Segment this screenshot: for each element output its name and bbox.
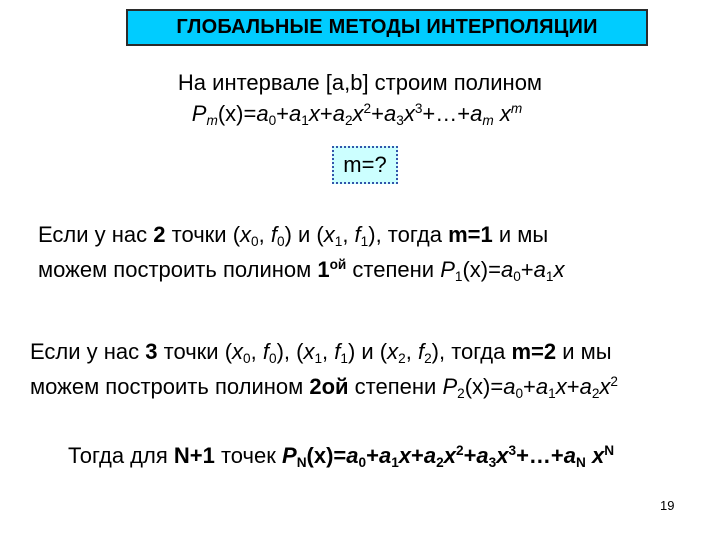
three-points-line-1: Если у нас 3 точки ($x_0$, $f_0$), ($x_1$, $f_1$) и ($x_2$, $f_2$), тогда m=2 и мы bbox=[30, 339, 612, 367]
page-number: 19 bbox=[660, 498, 675, 513]
polynomial-formula: $P_m(x)=a_0+a_1x+a_2x^2+a_3x^3+\dots+a_m$ $x^m$ bbox=[191, 100, 523, 129]
intro-text: На интервале [a,b] строим полином bbox=[177, 70, 543, 95]
slide-title: ГЛОБАЛЬНЫЕ МЕТОДЫ ИНТЕРПОЛЯЦИИ bbox=[126, 9, 648, 46]
two-points-line-2: можем построить полином $1^{ой}$ степени $P_1(x)=a_0+a_1x$ bbox=[38, 256, 565, 285]
two-points-line-1: Если у нас 2 точки ($x_0$, $f_0$) и ($x_1$, $f_1$), тогда m=1 и мы bbox=[38, 222, 549, 250]
degree-question-box: m=? bbox=[332, 146, 398, 184]
three-points-line-2: можем построить полином 2ой степени $P_2(x)=a_0+a_1x+a_2x^2$ bbox=[30, 373, 618, 402]
general-formula-line: Тогда для N+1 точек $P_N(x)=a_0+a_1x+a_2x^2+a_3x^3+\dots+a_N$ $x^N$ bbox=[68, 442, 615, 471]
